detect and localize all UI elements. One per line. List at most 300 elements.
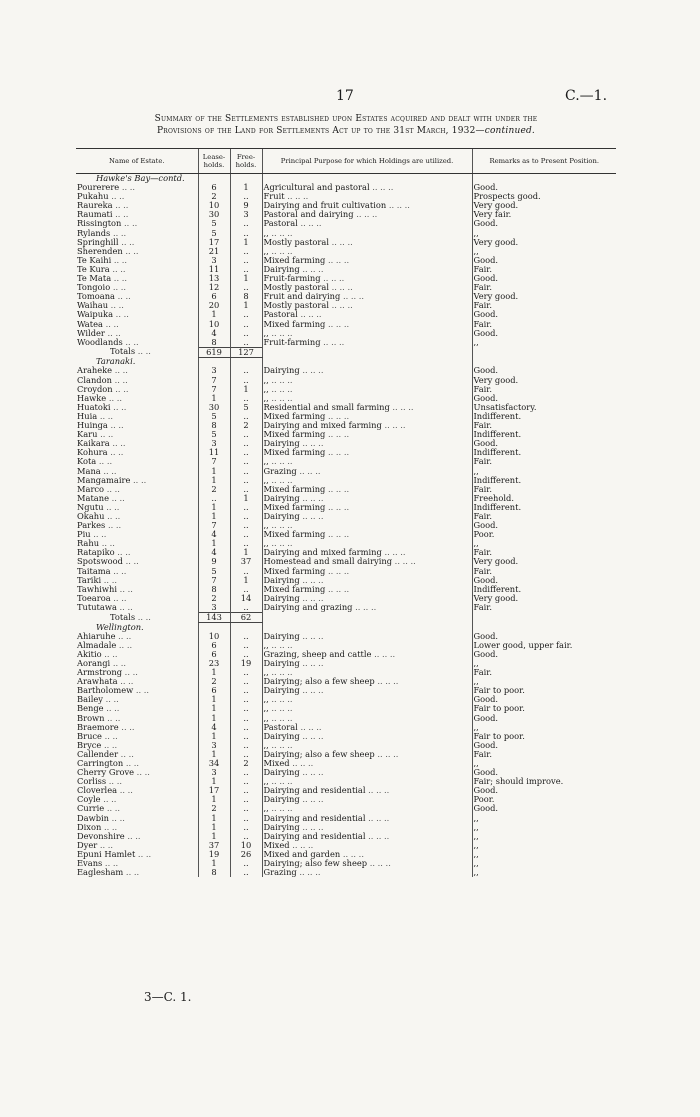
leader-dots: .. .. ..: [299, 366, 324, 376]
freeholds-cell: 14: [230, 594, 262, 603]
purpose-text: ,,: [263, 668, 269, 678]
leader-dots: .. .. ..: [320, 274, 345, 284]
purpose-cell: [262, 686, 472, 695]
purpose-cell: [262, 376, 472, 385]
purpose-cell: [262, 850, 472, 859]
freeholds-cell: ..: [230, 868, 262, 877]
table-row: [76, 795, 616, 804]
freeholds-cell: ..: [230, 750, 262, 759]
purpose-text: Grazing: [263, 868, 297, 878]
freeholds-cell: ..: [230, 192, 262, 201]
leader-dots: .. ..: [118, 722, 135, 732]
freeholds-cell: ..: [230, 412, 262, 421]
purpose-cell: [262, 594, 472, 603]
purpose-cell: [262, 412, 472, 421]
leader-dots: .. ..: [133, 686, 150, 696]
remarks-cell: ,,: [472, 338, 616, 348]
table-header-row: [76, 149, 616, 174]
leader-dots: .. .. ..: [374, 677, 399, 687]
purpose-cell: [262, 641, 472, 650]
table-row: [76, 292, 616, 301]
leader-dots: .. ..: [104, 804, 121, 814]
estate-name-cell: [76, 201, 198, 210]
remarks-cell: Good.: [472, 183, 616, 192]
purpose-cell: [262, 804, 472, 813]
estate-name-cell: [76, 467, 198, 476]
table-row: [76, 804, 616, 813]
leader-dots: .. ..: [119, 183, 136, 193]
estate-name-cell: [76, 777, 198, 786]
freeholds-cell: ..: [230, 283, 262, 292]
estate-name: Pukahu: [77, 192, 109, 202]
purpose-text: Dairying and mixed farming: [263, 421, 382, 431]
leader-dots: .. .. ..: [268, 384, 293, 394]
freeholds-cell: ..: [230, 668, 262, 677]
leader-dots: .. .. ..: [325, 255, 350, 265]
freeholds-cell: 1: [230, 274, 262, 283]
estate-name: Marco: [77, 484, 105, 494]
purpose-cell: [262, 768, 472, 777]
estate-name-cell: [76, 804, 198, 813]
purpose-text: Fruit: [263, 192, 285, 202]
leader-dots: .. ..: [103, 704, 120, 714]
leaseholds-cell: 4: [198, 329, 230, 338]
leader-dots: .. ..: [104, 511, 121, 521]
empty-cell: [472, 357, 616, 366]
remarks-cell: Fair to poor.: [472, 732, 616, 741]
leader-dots: .. .. ..: [328, 283, 353, 293]
estate-name-cell: [76, 338, 198, 348]
remarks-cell: ,,: [472, 467, 616, 476]
freeholds-cell: ..: [230, 539, 262, 548]
table-row: [76, 741, 616, 750]
remarks-cell: Indifferent.: [472, 448, 616, 457]
estate-name-cell: [76, 714, 198, 723]
remarks-cell: ,,: [472, 841, 616, 850]
freeholds-cell: ..: [230, 467, 262, 476]
leader-dots: .. ..: [97, 430, 114, 440]
table-row: [76, 265, 616, 274]
estate-name: Raumati: [77, 210, 113, 220]
leader-dots: .. .. ..: [340, 292, 365, 302]
estate-name-cell: [76, 576, 198, 585]
leader-dots: .. ..: [110, 228, 127, 238]
leaseholds-cell: 5: [198, 430, 230, 439]
leader-dots: .. .. ..: [297, 219, 322, 229]
purpose-text: Mixed farming: [263, 566, 326, 576]
purpose-text: Dairying; also a few sheep: [263, 749, 375, 759]
purpose-cell: [262, 439, 472, 448]
leader-dots: .. ..: [122, 246, 139, 256]
freeholds-cell: 26: [230, 850, 262, 859]
remarks-cell: ,,: [472, 759, 616, 768]
table-row: [76, 448, 616, 457]
leader-dots: .. ..: [108, 192, 125, 202]
remarks-cell: ,,: [472, 832, 616, 841]
freeholds-cell: ..: [230, 247, 262, 256]
freeholds-cell: ..: [230, 512, 262, 521]
section-heading-row: [76, 174, 616, 184]
remarks-cell: Very good.: [472, 201, 616, 210]
purpose-cell: [262, 677, 472, 686]
table-row: [76, 219, 616, 228]
leader-dots: .. .. ..: [268, 521, 293, 531]
leader-dots: .. ..: [108, 301, 124, 311]
purpose-cell: [262, 476, 472, 485]
remarks-cell: Good.: [472, 741, 616, 750]
estate-name: Armstrong: [77, 668, 123, 678]
table-row: [76, 485, 616, 494]
leader-dots: .. .. ..: [371, 649, 396, 659]
estate-name-cell: [76, 759, 198, 768]
leaseholds-cell: 19: [198, 850, 230, 859]
leader-dots: .. .. ..: [340, 849, 364, 859]
totals-row: [76, 347, 616, 357]
remarks-cell: Good.: [472, 310, 616, 319]
table-row: [76, 412, 616, 421]
leaseholds-cell: 37: [198, 841, 230, 850]
purpose-cell: [262, 603, 472, 613]
purpose-cell: [262, 832, 472, 841]
leaseholds-cell: 2: [198, 594, 230, 603]
table-row: [76, 476, 616, 485]
table-row: [76, 329, 616, 338]
freeholds-cell: ..: [230, 677, 262, 686]
leader-dots: .. .. ..: [284, 192, 309, 202]
estate-name-cell: [76, 292, 198, 301]
estate-name: Clandon: [77, 375, 112, 385]
leader-dots: .. ..: [112, 201, 129, 211]
leaseholds-cell: 1: [198, 668, 230, 677]
leader-dots: .. .. ..: [365, 786, 390, 796]
freeholds-cell: ..: [230, 603, 262, 613]
leader-dots: .. ..: [100, 466, 117, 476]
table-row: [76, 229, 616, 238]
estate-name: Te Mata: [77, 274, 112, 284]
freeholds-cell: ..: [230, 632, 262, 641]
empty-cell: [472, 623, 616, 632]
remarks-cell: Fair.: [472, 750, 616, 759]
purpose-cell: [262, 567, 472, 576]
leader-dots: .. .. ..: [367, 859, 391, 869]
estate-name: Devonshire: [77, 831, 125, 841]
freeholds-cell: ..: [230, 795, 262, 804]
table-row: [76, 338, 616, 348]
leader-dots: .. .. ..: [299, 575, 324, 585]
section-heading: Taranaki.: [96, 357, 136, 367]
leaseholds-cell: 7: [198, 521, 230, 530]
leader-dots: .. .. ..: [299, 511, 324, 521]
table-row: [76, 192, 616, 201]
estate-name-cell: [76, 310, 198, 319]
table-row: [76, 201, 616, 210]
remarks-cell: ,,: [472, 868, 616, 877]
estate-name: Tomoana: [77, 292, 115, 302]
leaseholds-cell: 8: [198, 585, 230, 594]
estate-name: Bryce: [77, 740, 102, 750]
table-row: [76, 512, 616, 521]
estate-name: Tariki: [77, 575, 102, 585]
estate-name: Bruce: [77, 731, 102, 741]
purpose-text: Dairying: [263, 631, 300, 641]
table-row: [76, 366, 616, 375]
purpose-text: ,,: [263, 228, 269, 238]
leader-dots: .. ..: [97, 411, 114, 421]
leader-dots: .. .. ..: [325, 502, 350, 512]
remarks-cell: Poor.: [472, 530, 616, 539]
leaseholds-cell: 1: [198, 467, 230, 476]
purpose-text: Dairying; also few sheep: [263, 859, 368, 869]
remarks-cell: Very fair.: [472, 210, 616, 219]
table-row: [76, 814, 616, 823]
remarks-cell: Freehold.: [472, 494, 616, 503]
estate-name-cell: [76, 723, 198, 732]
leader-dots: .. .. ..: [268, 740, 293, 750]
leader-dots: .. .. ..: [325, 430, 350, 440]
estate-name-cell: [76, 841, 198, 850]
remarks-cell: Good.: [472, 804, 616, 813]
table-row: [76, 210, 616, 219]
estate-name: Evans: [77, 859, 103, 869]
purpose-cell: [262, 704, 472, 713]
estate-name: Parkes: [77, 521, 106, 531]
table-row: [76, 632, 616, 641]
settlements-table: [76, 148, 616, 877]
purpose-cell: [262, 192, 472, 201]
estate-name: Hawke: [77, 393, 107, 403]
freeholds-cell: 1: [230, 576, 262, 585]
leaseholds-cell: 7: [198, 385, 230, 394]
estate-name: Huinga: [77, 421, 108, 431]
leader-dots: .. .. ..: [268, 375, 293, 385]
leaseholds-cell: 2: [198, 804, 230, 813]
purpose-text: ,,: [263, 704, 269, 714]
remarks-cell: ,,: [472, 723, 616, 732]
estate-name: Taitama: [77, 566, 111, 576]
purpose-cell: [262, 403, 472, 412]
estate-name: Braemore: [77, 722, 119, 732]
freeholds-cell: ..: [230, 329, 262, 338]
leader-dots: .. .. ..: [299, 822, 324, 832]
estate-name: Tongoio: [77, 283, 111, 293]
leaseholds-cell: 3: [198, 366, 230, 375]
estate-name-cell: [76, 521, 198, 530]
estate-name: Benge: [77, 704, 104, 714]
estate-name: Currie: [77, 804, 105, 814]
estate-name-cell: [76, 274, 198, 283]
freeholds-cell: ..: [230, 256, 262, 265]
leader-dots: .. ..: [101, 740, 118, 750]
freeholds-cell: 2: [230, 759, 262, 768]
col-header-purpose: Principal Purpose for which Holdings are utilized.: [262, 149, 472, 174]
col-header-free: Free-holds.: [230, 149, 262, 174]
purpose-cell: [262, 632, 472, 641]
leader-dots: .. ..: [101, 822, 118, 832]
leaseholds-cell: 4: [198, 723, 230, 732]
purpose-text: Dairying: [263, 575, 300, 585]
leader-dots: .. ..: [110, 593, 127, 603]
remarks-cell: Good.: [472, 695, 616, 704]
leader-dots: .. .. ..: [325, 566, 350, 576]
freeholds-cell: ..: [230, 641, 262, 650]
leader-dots: .. .. ..: [381, 421, 406, 431]
estate-name: Mangamaire: [77, 475, 131, 485]
leaseholds-cell: 4: [198, 548, 230, 557]
purpose-cell: [262, 759, 472, 768]
table-row: [76, 768, 616, 777]
table-row: [76, 467, 616, 476]
freeholds-cell: ..: [230, 430, 262, 439]
freeholds-cell: ..: [230, 503, 262, 512]
purpose-cell: [262, 485, 472, 494]
leaseholds-cell: 30: [198, 403, 230, 412]
leader-dots: .. .. ..: [328, 237, 353, 247]
leader-dots: .. ..: [123, 759, 140, 768]
remarks-cell: Fair.: [472, 385, 616, 394]
estate-name: Almadale: [77, 640, 117, 650]
leader-dots: .. ..: [104, 713, 121, 723]
purpose-text: ,,: [263, 695, 269, 705]
freeholds-cell: ..: [230, 723, 262, 732]
estate-name: Kohura: [77, 448, 108, 458]
table-row: [76, 539, 616, 548]
estate-name: Bailey: [77, 695, 103, 705]
estate-name: Huatoki: [77, 402, 111, 412]
purpose-cell: [262, 210, 472, 219]
empty-cell: [230, 174, 262, 184]
purpose-cell: [262, 659, 472, 668]
purpose-text: Pastoral: [263, 722, 298, 732]
leaseholds-cell: 1: [198, 539, 230, 548]
leader-dots: .. ..: [101, 731, 118, 741]
leaseholds-cell: 3: [198, 603, 230, 613]
purpose-cell: [262, 292, 472, 301]
empty-cell: [198, 357, 230, 366]
leaseholds-cell: 1: [198, 714, 230, 723]
estate-name: Waipuka: [77, 310, 114, 320]
purpose-cell: [262, 786, 472, 795]
table-row: [76, 238, 616, 247]
remarks-cell: Very good.: [472, 238, 616, 247]
estate-name: Ratapiko: [77, 548, 115, 558]
estate-name-cell: [76, 641, 198, 650]
purpose-text: ,,: [263, 740, 269, 750]
section-heading-row: [76, 357, 616, 366]
leader-dots: .. ..: [112, 366, 128, 376]
leader-dots: .. .. ..: [268, 777, 293, 787]
estate-name-cell: [76, 868, 198, 877]
table-row: [76, 521, 616, 530]
leader-dots: .. ..: [109, 264, 126, 274]
purpose-text: ,,: [263, 375, 269, 385]
purpose-text: ,,: [263, 804, 269, 814]
estate-name-cell: [76, 192, 198, 201]
leaseholds-cell: 1: [198, 732, 230, 741]
purpose-text: ,,: [263, 328, 269, 338]
table-row: [76, 868, 616, 877]
empty-cell: [262, 613, 472, 623]
remarks-cell: Fair.: [472, 265, 616, 274]
empty-cell: [230, 357, 262, 366]
estate-name-cell: [76, 677, 198, 686]
purpose-cell: [262, 229, 472, 238]
estate-name-cell: [76, 412, 198, 421]
leaseholds-cell: 1: [198, 695, 230, 704]
estate-name-cell: [76, 668, 198, 677]
leaseholds-cell: 1: [198, 832, 230, 841]
table-row: [76, 403, 616, 412]
leaseholds-cell: 7: [198, 376, 230, 385]
leader-dots: .. .. ..: [325, 319, 350, 329]
estate-name-cell: [76, 814, 198, 823]
freeholds-cell: ..: [230, 695, 262, 704]
freeholds-cell: ..: [230, 732, 262, 741]
remarks-cell: Good.: [472, 256, 616, 265]
leaseholds-cell: 1: [198, 823, 230, 832]
table-row: [76, 723, 616, 732]
leader-dots: .. ..: [124, 831, 141, 841]
freeholds-cell: ..: [230, 786, 262, 795]
totals-leaseholds: 143: [198, 613, 230, 623]
estate-name: Dyer: [77, 840, 98, 850]
freeholds-cell: ..: [230, 768, 262, 777]
table-row: [76, 421, 616, 430]
leader-dots: .. ..: [107, 448, 124, 458]
remarks-cell: Good.: [472, 366, 616, 375]
table-row: [76, 283, 616, 292]
leaseholds-cell: 6: [198, 650, 230, 659]
purpose-cell: [262, 310, 472, 319]
totals-freeholds: 127: [230, 347, 262, 357]
purpose-cell: [262, 448, 472, 457]
estate-name-cell: [76, 376, 198, 385]
table-row: [76, 385, 616, 394]
remarks-cell: Good.: [472, 521, 616, 530]
estate-name: Akitio: [77, 649, 102, 659]
leader-dots: .. ..: [102, 319, 119, 329]
table-row: [76, 841, 616, 850]
estate-name-cell: [76, 430, 198, 439]
leader-dots: .. .. ..: [325, 584, 350, 594]
empty-cell: [230, 623, 262, 632]
leader-dots: .. ..: [113, 310, 129, 320]
leader-dots: .. ..: [122, 668, 138, 678]
remarks-cell: ,,: [472, 814, 616, 823]
estate-name-cell: [76, 512, 198, 521]
table-row: [76, 183, 616, 192]
purpose-text: Mixed farming: [263, 530, 326, 540]
purpose-text: Fruit-farming: [263, 337, 321, 347]
leader-dots: .. .. ..: [386, 201, 410, 211]
leaseholds-cell: 6: [198, 686, 230, 695]
remarks-cell: Good.: [472, 576, 616, 585]
table-row: [76, 750, 616, 759]
leaseholds-cell: 11: [198, 265, 230, 274]
table-row: [76, 376, 616, 385]
purpose-cell: [262, 557, 472, 566]
purpose-text: Pastoral: [263, 310, 298, 320]
purpose-text: ,,: [263, 777, 269, 787]
purpose-cell: [262, 548, 472, 557]
purpose-text: ,,: [263, 713, 269, 723]
table-row: [76, 850, 616, 859]
purpose-text: Mixed farming: [263, 448, 326, 458]
purpose-text: Dairying and residential: [263, 831, 366, 841]
purpose-cell: [262, 385, 472, 394]
leader-dots: .. ..: [111, 274, 127, 284]
leaseholds-cell: 6: [198, 292, 230, 301]
leader-dots: .. .. ..: [299, 731, 324, 741]
